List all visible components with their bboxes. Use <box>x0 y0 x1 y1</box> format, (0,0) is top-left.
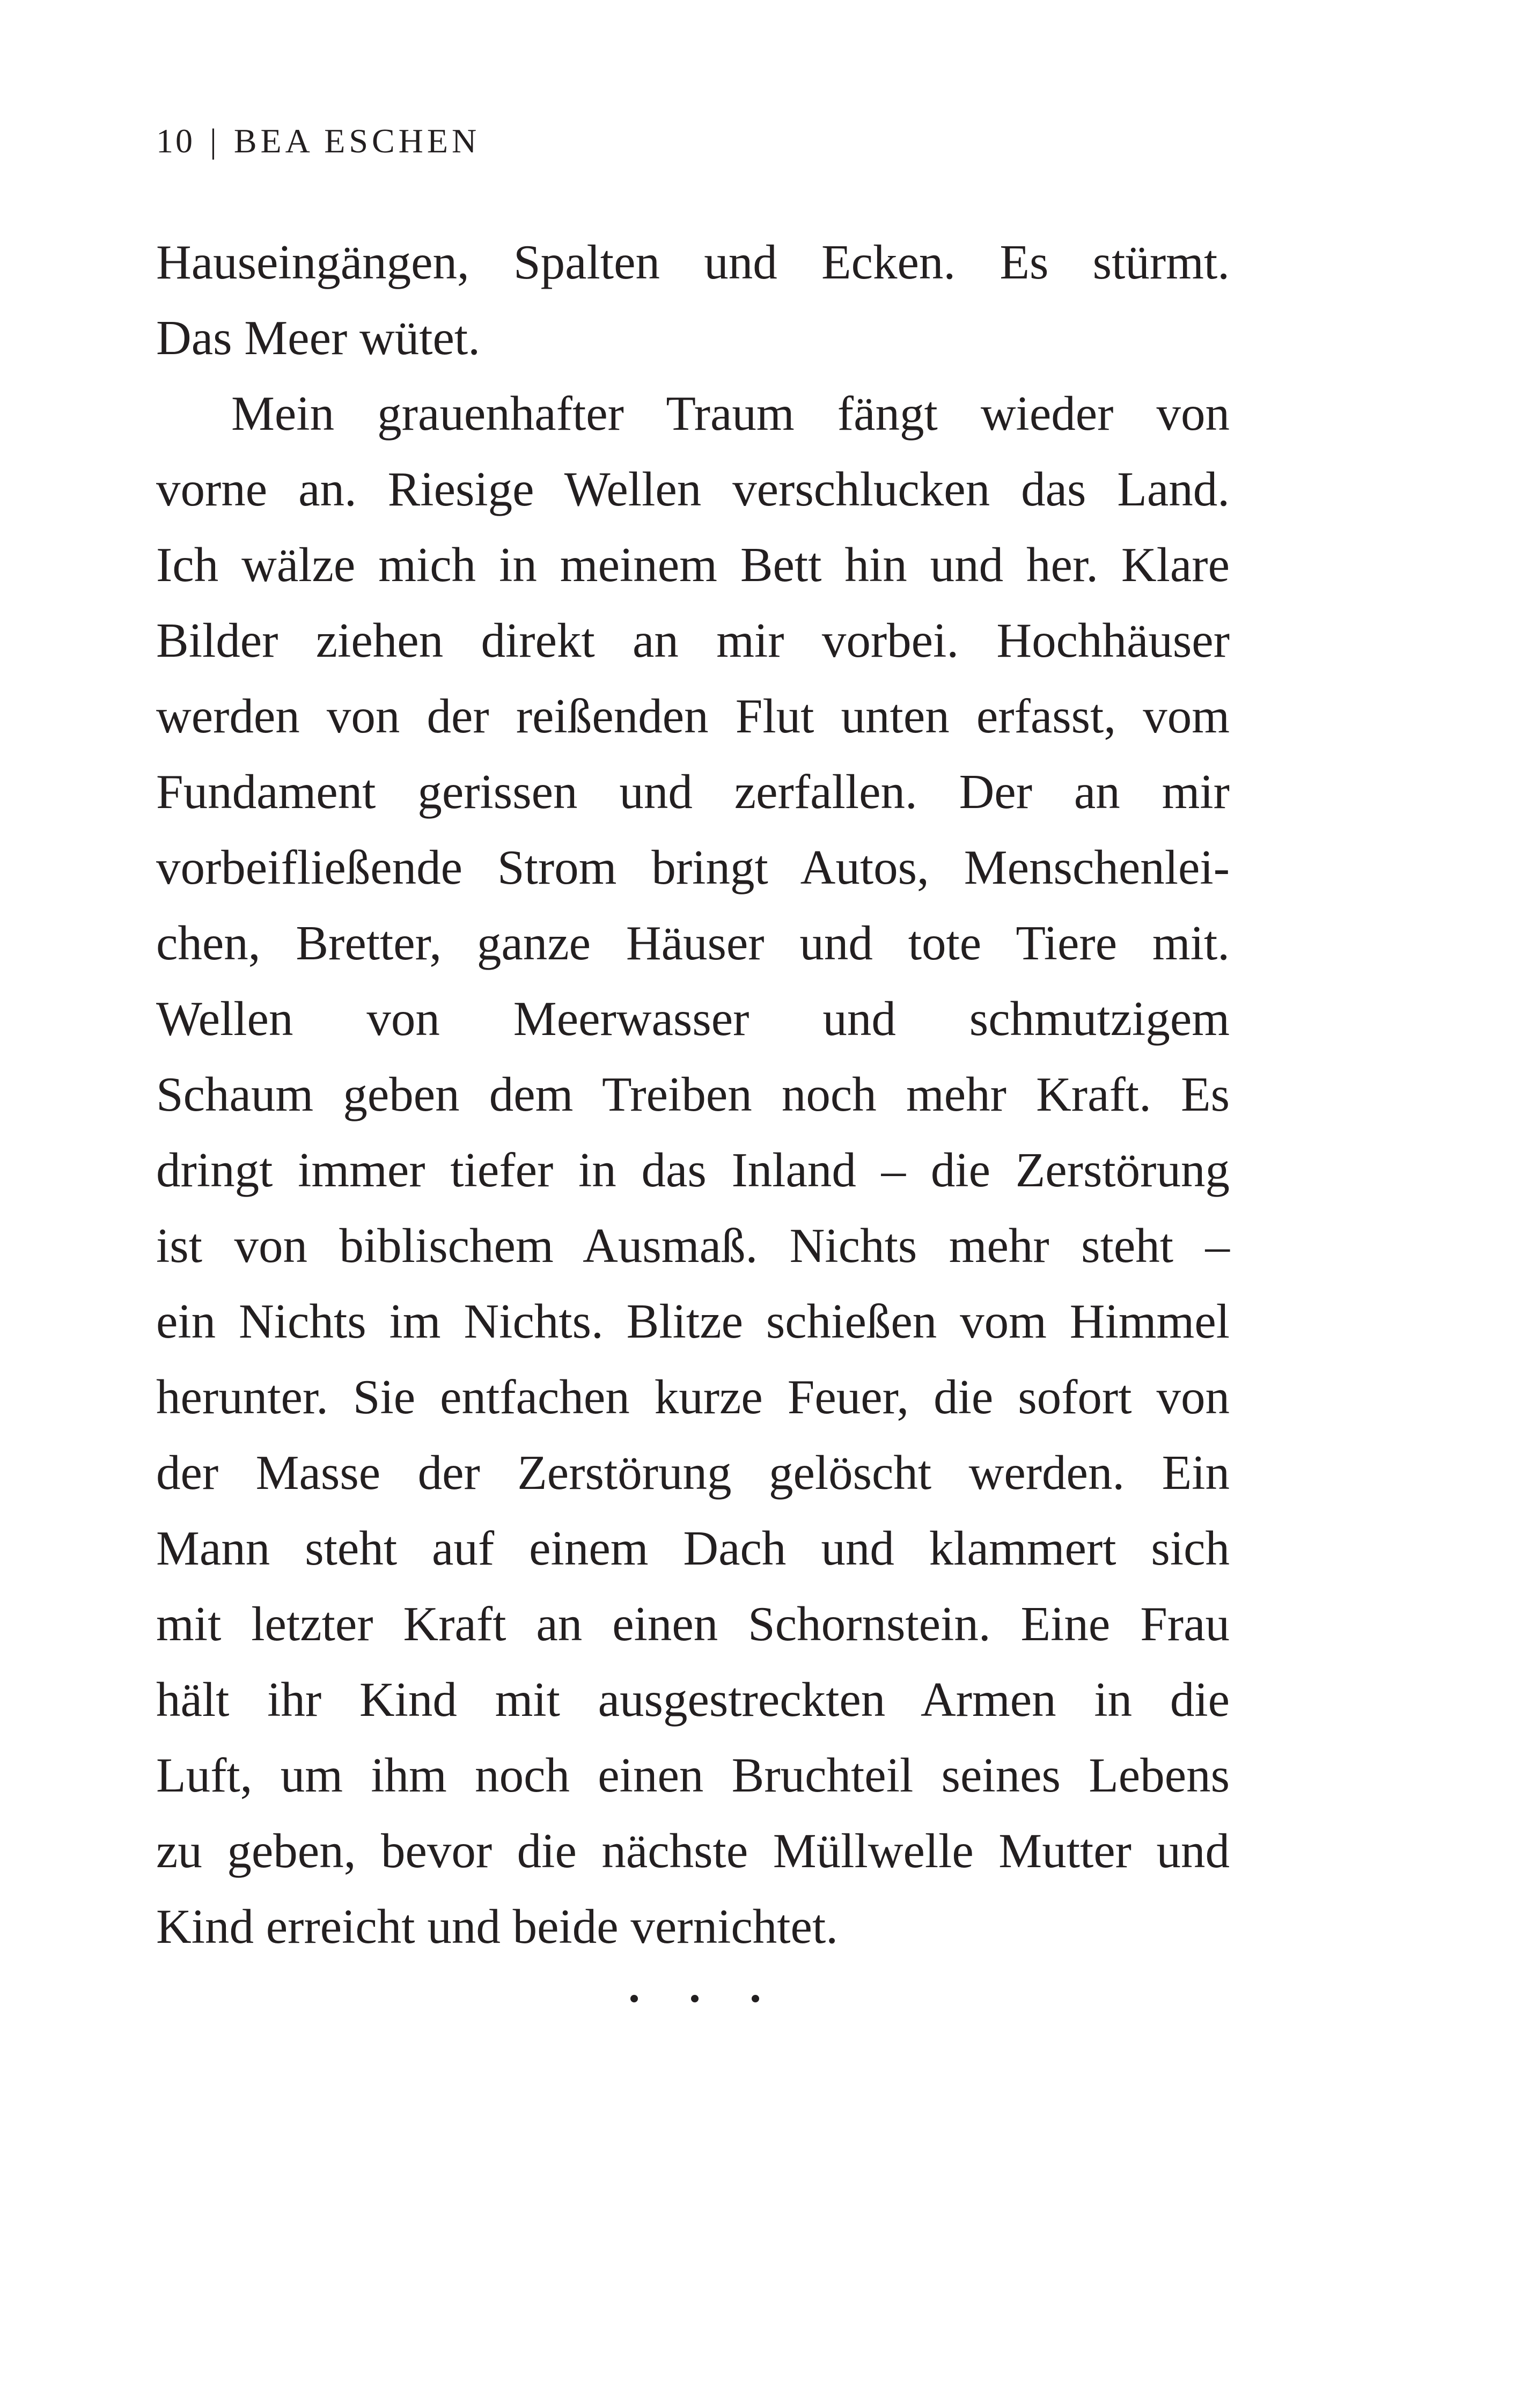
text-line: der Masse der Zerstörung gelöscht werden. Ein <box>156 1445 1230 1500</box>
text-line: Wellen von Meerwasser und schmutzigem <box>156 992 1230 1046</box>
ornament-dot <box>630 1995 638 2002</box>
paragraph <box>156 376 1230 1964</box>
text-line: zu geben, bevor die nächste Müllwelle Mutter und <box>156 1824 1230 1878</box>
text-line: Hauseingängen, Spalten und Ecken. Es stürmt. <box>156 235 1230 289</box>
text-line: vorne an. Riesige Wellen verschlucken das Land. <box>156 462 1230 516</box>
text-line: dringt immer tiefer in das Inland – die Zerstörung <box>156 1143 1230 1197</box>
text-line: Bilder ziehen direkt an mir vorbei. Hochhäuser <box>156 613 1230 667</box>
text-line: Ich wälze mich in meinem Bett hin und her. Klare <box>156 538 1230 592</box>
text-line: Das Meer wütet. <box>156 311 480 365</box>
text-line: Luft, um ihm noch einen Bruchteil seines Lebens <box>156 1748 1230 1802</box>
text-line: Mein grauenhafter Traum fängt wieder von <box>231 386 1230 441</box>
running-head <box>156 117 480 165</box>
header-separator: | <box>210 122 219 160</box>
text-line: ist von biblischem Ausmaß. Nichts mehr steht – <box>156 1218 1230 1273</box>
text-line: vorbeifließende Strom bringt Autos, Menschenlei- <box>156 840 1230 894</box>
text-line: Mann steht auf einem Dach und klammert sich <box>156 1521 1230 1575</box>
ornament-dot <box>752 1995 759 2002</box>
text-line: hält ihr Kind mit ausgestreckten Armen in die <box>156 1672 1230 1727</box>
text-line: chen, Bretter, ganze Häuser und tote Tiere mit. <box>156 916 1230 970</box>
page-number: 10 <box>156 122 195 160</box>
text-line: Kind erreicht und beide vernichtet. <box>156 1899 838 1954</box>
section-break-ornament <box>630 1995 759 2002</box>
text-line: Schaum geben dem Treiben noch mehr Kraft. Es <box>156 1067 1230 1121</box>
text-line: herunter. Sie entfachen kurze Feuer, die sofort von <box>156 1370 1230 1424</box>
ornament-dot <box>691 1995 699 2002</box>
text-line: werden von der reißenden Flut unten erfasst, vom <box>156 689 1230 743</box>
body-text <box>156 224 1230 1964</box>
text-line: Fundament gerissen und zerfallen. Der an mir <box>156 765 1230 819</box>
text-line: ein Nichts im Nichts. Blitze schießen vom Himmel <box>156 1294 1230 1348</box>
author-name: BEA ESCHEN <box>233 122 481 160</box>
paragraph <box>156 224 1230 376</box>
text-line: mit letzter Kraft an einen Schornstein. Eine Frau <box>156 1597 1230 1651</box>
